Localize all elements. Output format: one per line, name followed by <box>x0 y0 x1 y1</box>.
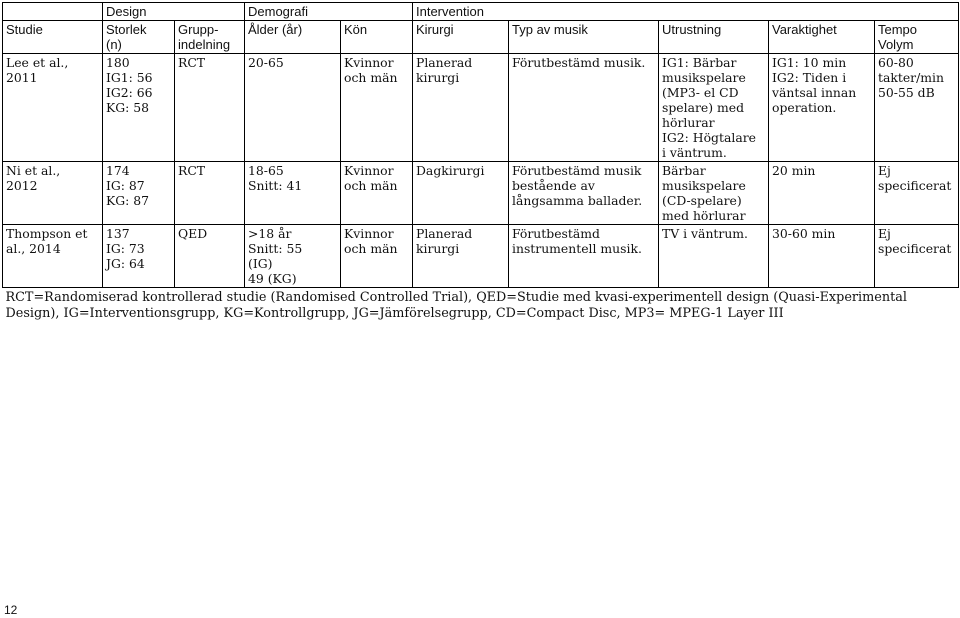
cell-storlek: 180 IG1: 56 IG2: 66 KG: 58 <box>103 54 175 162</box>
cell-tempo-volym: Ej specificerat <box>875 162 959 225</box>
header-demografi: Demografi <box>245 3 413 21</box>
cell-utrustning: Bärbar musikspelare (CD-spelare) med hörlurar <box>659 162 769 225</box>
cell-storlek: 174 IG: 87 KG: 87 <box>103 162 175 225</box>
cell-tempo-volym: Ej specificerat <box>875 225 959 288</box>
cell-kirurgi: Planerad kirurgi <box>413 225 509 288</box>
cell-utrustning: IG1: Bärbar musikspelare (MP3- el CD spelare) med hörlurar IG2: Högtalare i väntrum. <box>659 54 769 162</box>
cell-gruppindelning: QED <box>175 225 245 288</box>
cell-kon: Kvinnor och män <box>341 225 413 288</box>
table-row <box>3 162 959 225</box>
cell-kon: Kvinnor och män <box>341 54 413 162</box>
col-header-tempo-volym: Tempo Volym <box>875 21 959 54</box>
table-row <box>3 54 959 162</box>
col-header-storlek: Storlek (n) <box>103 21 175 54</box>
cell-utrustning: TV i väntrum. <box>659 225 769 288</box>
group-header-row <box>3 3 959 21</box>
cell-varaktighet: 30-60 min <box>769 225 875 288</box>
cell-varaktighet: 20 min <box>769 162 875 225</box>
col-header-utrustning: Utrustning <box>659 21 769 54</box>
col-header-alder: Ålder (år) <box>245 21 341 54</box>
cell-typ-av-musik: Förutbestämd musik bestående av långsamma ballader. <box>509 162 659 225</box>
cell-typ-av-musik: Förutbestämd instrumentell musik. <box>509 225 659 288</box>
cell-storlek: 137 IG: 73 JG: 64 <box>103 225 175 288</box>
col-header-varaktighet: Varaktighet <box>769 21 875 54</box>
col-header-studie: Studie <box>3 21 103 54</box>
cell-studie: Ni et al., 2012 <box>3 162 103 225</box>
col-header-kirurgi: Kirurgi <box>413 21 509 54</box>
cell-kirurgi: Dagkirurgi <box>413 162 509 225</box>
table-row <box>3 225 959 288</box>
table-footnote: RCT=Randomiserad kontrollerad studie (Randomised Controlled Trial), QED=Studie med kvasi-experimentell design (Quasi-Experimental Design), IG=Interventionsgrupp, KG=Kontrollgrupp, JG=Jämförelsegrupp, CD=Compact Disc, MP3= MPEG-1 Layer III <box>3 288 959 325</box>
cell-tempo-volym: 60-80 takter/min 50-55 dB <box>875 54 959 162</box>
header-blank <box>3 3 103 21</box>
header-design: Design <box>103 3 245 21</box>
cell-alder: 20-65 <box>245 54 341 162</box>
col-header-typ-av-musik: Typ av musik <box>509 21 659 54</box>
studies-table <box>2 2 959 324</box>
column-header-row <box>3 21 959 54</box>
cell-gruppindelning: RCT <box>175 162 245 225</box>
cell-typ-av-musik: Förutbestämd musik. <box>509 54 659 162</box>
col-header-gruppindelning: Grupp- indelning <box>175 21 245 54</box>
footnote-row <box>3 288 959 325</box>
cell-studie: Thompson et al., 2014 <box>3 225 103 288</box>
col-header-kon: Kön <box>341 21 413 54</box>
cell-kon: Kvinnor och män <box>341 162 413 225</box>
page-number: 12 <box>4 603 18 617</box>
header-intervention: Intervention <box>413 3 959 21</box>
cell-gruppindelning: RCT <box>175 54 245 162</box>
cell-kirurgi: Planerad kirurgi <box>413 54 509 162</box>
cell-varaktighet: IG1: 10 min IG2: Tiden i väntsal innan operation. <box>769 54 875 162</box>
cell-alder: >18 år Snitt: 55 (IG) 49 (KG) <box>245 225 341 288</box>
cell-alder: 18-65 Snitt: 41 <box>245 162 341 225</box>
cell-studie: Lee et al., 2011 <box>3 54 103 162</box>
